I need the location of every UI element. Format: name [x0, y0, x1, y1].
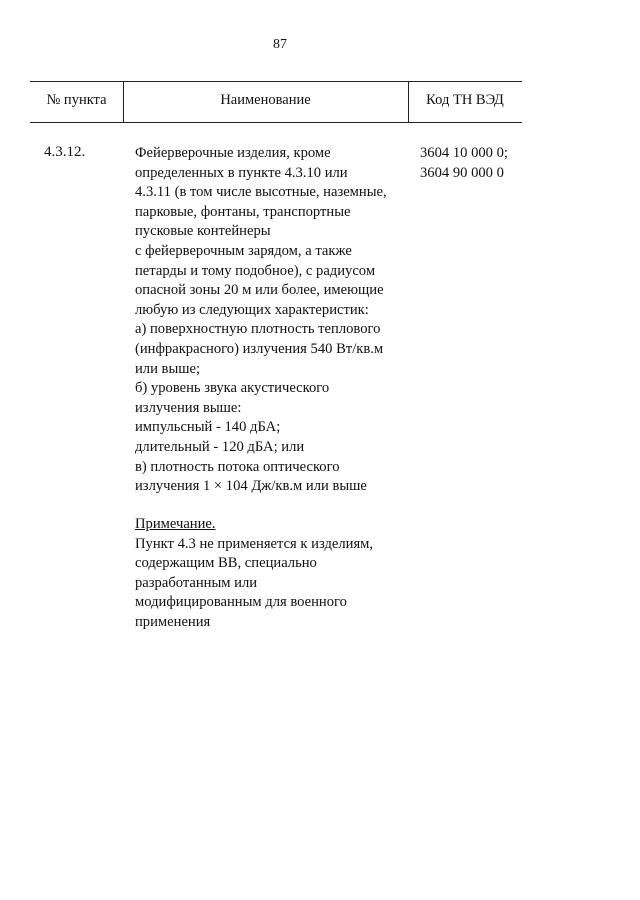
- description-line: излучения 1 × 104 Дж/кв.м или выше: [135, 478, 367, 495]
- description-line: б) уровень звука акустического: [135, 380, 330, 397]
- description-line: любую из следующих характеристик:: [135, 301, 369, 318]
- description-line: определенных в пункте 4.3.10 или: [135, 164, 348, 181]
- note-line: модифицированным для военного: [135, 594, 347, 611]
- description-line: длительный - 120 дБА; или: [135, 438, 305, 455]
- item-description: [135, 144, 420, 497]
- note-line: применения: [135, 613, 211, 630]
- code-line: 3604 10 000 0;: [420, 145, 508, 161]
- table-top-rule: [30, 81, 522, 82]
- description-line: петарды и тому подобное), с радиусом: [135, 262, 376, 279]
- description-line: парковые, фонтаны, транспортные: [135, 203, 351, 220]
- note-line: содержащим ВВ, специально: [135, 555, 317, 572]
- description-line: излучения выше:: [135, 399, 242, 416]
- description-line: Фейерверочные изделия, кроме: [135, 145, 331, 161]
- item-number: 4.3.12.: [44, 144, 86, 160]
- header-code: Код ТН ВЭД: [426, 92, 504, 108]
- description-line: или выше;: [135, 360, 201, 377]
- note-line: разработанным или: [135, 574, 258, 591]
- description-line: а) поверхностную плотность теплового: [135, 321, 381, 338]
- description-line: в) плотность потока оптического: [135, 458, 340, 475]
- header-name: Наименование: [220, 92, 311, 108]
- description-line: пусковые контейнеры: [135, 223, 271, 240]
- description-line: (инфракрасного) излучения 540 Вт/кв.м: [135, 340, 384, 357]
- description-line: 4.3.11 (в том числе высотные, наземные,: [135, 184, 387, 201]
- note-block: [135, 515, 420, 633]
- description-line: с фейерверочным зарядом, а также: [135, 242, 352, 259]
- code-line: 3604 90 000 0: [420, 164, 504, 181]
- header-item-number: № пункта: [46, 92, 107, 108]
- note-line: Пункт 4.3 не применяется к изделиям,: [135, 535, 374, 552]
- note-title: Примечание.: [135, 516, 216, 532]
- table-header-bottom-rule: [30, 122, 522, 123]
- description-line: импульсный - 140 дБА;: [135, 419, 281, 436]
- item-codes: [420, 144, 508, 183]
- description-line: опасной зоны 20 м или более, имеющие: [135, 282, 384, 299]
- page-number: 87: [273, 37, 287, 52]
